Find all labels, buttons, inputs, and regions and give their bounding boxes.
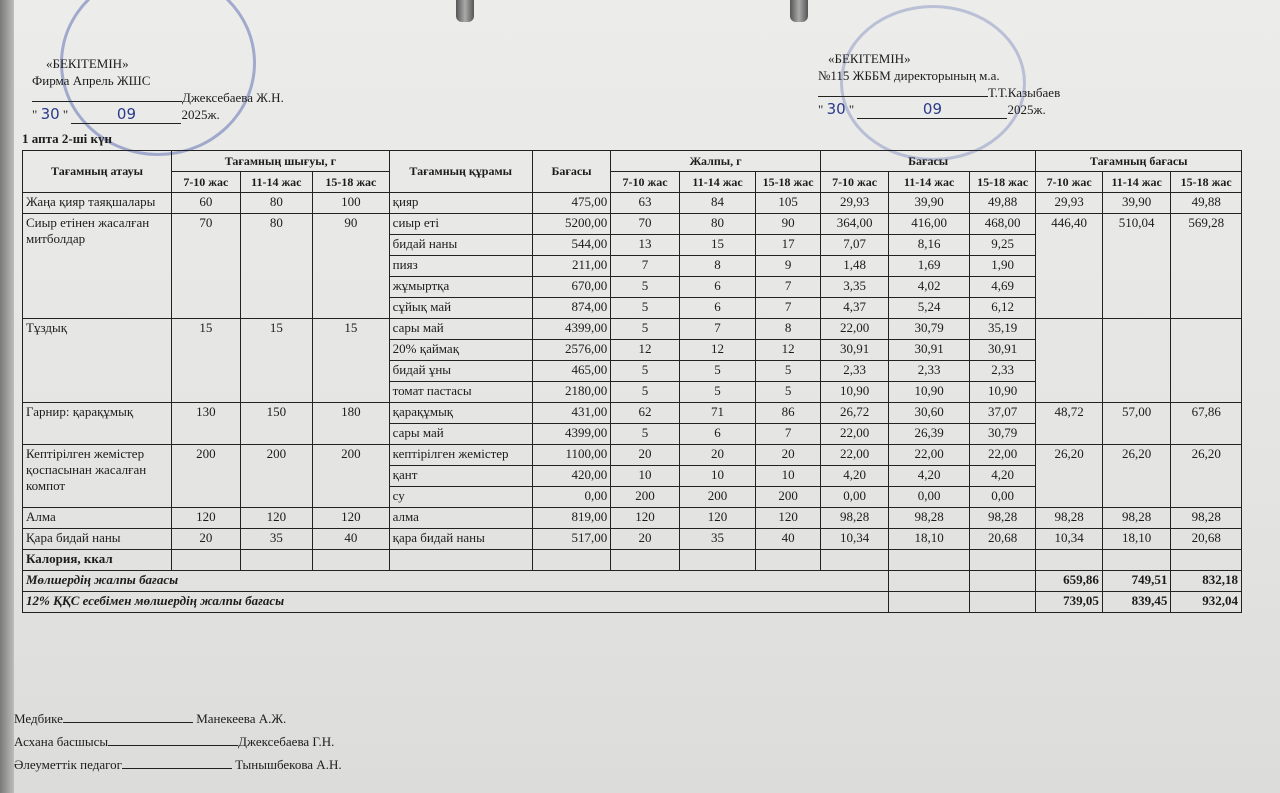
table-row: [23, 319, 1242, 340]
table-cell: 130: [172, 403, 241, 445]
table-cell: 5: [756, 361, 821, 382]
table-cell: 49,88: [969, 193, 1036, 214]
table-cell: сұйық май: [389, 298, 532, 319]
signature-role: Әлеуметтік педагог: [14, 757, 122, 772]
col-composition: Тағамның құрамы: [389, 151, 532, 193]
table-cell: 4,69: [969, 277, 1036, 298]
table-cell: 22,00: [889, 445, 970, 466]
table-cell: 200: [240, 445, 313, 508]
table-cell: 86: [756, 403, 821, 424]
table-cell: 5: [679, 382, 756, 403]
table-cell: 4,20: [820, 466, 889, 487]
col-price: Бағасы: [532, 151, 611, 193]
table-cell: кептірілген жемістер: [389, 445, 532, 466]
table-cell: 7: [611, 256, 680, 277]
table-cell: 0,00: [532, 487, 611, 508]
table-cell: 48,72: [1036, 403, 1102, 445]
table-cell: 35,19: [969, 319, 1036, 340]
table-cell: 5200,00: [532, 214, 611, 235]
table-cell: сары май: [389, 424, 532, 445]
table-cell: 30,91: [969, 340, 1036, 361]
signature-role: Медбике: [14, 711, 63, 726]
table-cell: 90: [313, 214, 390, 319]
table-cell: 15: [679, 235, 756, 256]
signature-name: Тынышбекова А.Н.: [235, 757, 342, 772]
approval-year: 2025ж.: [181, 107, 220, 122]
table-cell: 2180,00: [532, 382, 611, 403]
table-cell: 4399,00: [532, 319, 611, 340]
calorie-label: Калория, ккал: [23, 550, 172, 571]
table-cell: 5: [611, 361, 680, 382]
table-cell: 26,20: [1036, 445, 1102, 508]
table-cell: алма: [389, 508, 532, 529]
table-cell: 84: [679, 193, 756, 214]
table-cell: 49,88: [1171, 193, 1242, 214]
signature-name: Манекеева А.Ж.: [196, 711, 287, 726]
table-cell: 17: [756, 235, 821, 256]
approval-day: 30: [40, 105, 60, 123]
table-cell: 5: [611, 319, 680, 340]
age-header: 7-10 жас: [1036, 172, 1102, 193]
signature-kitchen-head: [14, 733, 334, 750]
table-cell: 5: [611, 298, 680, 319]
table-cell: 70: [172, 214, 241, 319]
table-cell: 63: [611, 193, 680, 214]
total-value: 659,86: [1036, 571, 1102, 592]
table-cell: 98,28: [969, 508, 1036, 529]
table-cell: 211,00: [532, 256, 611, 277]
table-row: [23, 508, 1242, 529]
table-row: [23, 445, 1242, 466]
table-cell: 1100,00: [532, 445, 611, 466]
table-cell: 2,33: [889, 361, 970, 382]
table-cell: 15: [172, 319, 241, 403]
table-cell: 2576,00: [532, 340, 611, 361]
table-cell: 5: [611, 424, 680, 445]
table-cell: 105: [756, 193, 821, 214]
table-cell: 39,90: [889, 193, 970, 214]
table-row: [23, 403, 1242, 424]
table-cell: 22,00: [820, 319, 889, 340]
table-cell: 30,91: [820, 340, 889, 361]
table-cell: 475,00: [532, 193, 611, 214]
table-cell: 30,60: [889, 403, 970, 424]
binder-ring: [456, 0, 474, 22]
total-value: 832,18: [1171, 571, 1242, 592]
table-cell: 26,72: [820, 403, 889, 424]
table-cell: 6,12: [969, 298, 1036, 319]
table-cell: су: [389, 487, 532, 508]
table-cell: 7: [756, 298, 821, 319]
calorie-row: [23, 550, 1242, 571]
table-cell: 5: [756, 382, 821, 403]
table-cell: қант: [389, 466, 532, 487]
signature-nurse: [14, 710, 286, 727]
table-cell: 7: [756, 424, 821, 445]
total-value: 749,51: [1102, 571, 1171, 592]
table-cell: Сиыр етінен жасалған митболдар: [23, 214, 172, 319]
table-cell: 120: [172, 508, 241, 529]
approval-year: 2025ж.: [1007, 102, 1046, 117]
table-cell: 120: [679, 508, 756, 529]
table-cell: 10: [679, 466, 756, 487]
table-cell: 120: [313, 508, 390, 529]
table-cell: 420,00: [532, 466, 611, 487]
total-label: Мөлшердің жалпы бағасы: [23, 571, 889, 592]
table-cell: сиыр еті: [389, 214, 532, 235]
table-cell: 4399,00: [532, 424, 611, 445]
table-cell: 4,37: [820, 298, 889, 319]
table-cell: 20% қаймақ: [389, 340, 532, 361]
approval-signer: Джексебаева Ж.Н.: [182, 90, 284, 105]
approval-org: №115 ЖББМ директорының м.а.: [818, 68, 1000, 83]
table-cell: қарақұмық: [389, 403, 532, 424]
table-cell: 431,00: [532, 403, 611, 424]
table-cell: 20,68: [1171, 529, 1242, 550]
table-cell: 2,33: [969, 361, 1036, 382]
table-cell: 120: [240, 508, 313, 529]
table-cell: 90: [756, 214, 821, 235]
table-cell: 200: [756, 487, 821, 508]
table-cell: 0,00: [820, 487, 889, 508]
table-cell: 40: [313, 529, 390, 550]
table-cell: 0,00: [969, 487, 1036, 508]
table-cell: 6: [679, 298, 756, 319]
table-cell: 1,48: [820, 256, 889, 277]
table-cell: 9: [756, 256, 821, 277]
age-header: 15-18 жас: [313, 172, 390, 193]
table-cell: 9,25: [969, 235, 1036, 256]
table-cell: 62: [611, 403, 680, 424]
table-cell: 10,34: [820, 529, 889, 550]
table-cell: 22,00: [820, 445, 889, 466]
table-cell: 98,28: [820, 508, 889, 529]
col-dish-name: Тағамның атауы: [23, 151, 172, 193]
table-cell: [1102, 319, 1171, 403]
table-cell: 20: [679, 445, 756, 466]
age-header: 15-18 жас: [1171, 172, 1242, 193]
signature-name: Джексебаева Г.Н.: [238, 734, 335, 749]
table-cell: 7: [756, 277, 821, 298]
table-cell: 12: [756, 340, 821, 361]
table-cell: 5: [611, 277, 680, 298]
table-cell: сары май: [389, 319, 532, 340]
table-cell: 874,00: [532, 298, 611, 319]
table-cell: 70: [611, 214, 680, 235]
table-cell: 20: [172, 529, 241, 550]
table-cell: 364,00: [820, 214, 889, 235]
table-cell: Гарнир: қарақұмық: [23, 403, 172, 445]
table-cell: 569,28: [1171, 214, 1242, 319]
menu-table: [22, 150, 1242, 613]
table-cell: 6: [679, 424, 756, 445]
table-cell: 20: [611, 529, 680, 550]
table-cell: 18,10: [889, 529, 970, 550]
table-cell: 10,90: [889, 382, 970, 403]
table-cell: 20: [611, 445, 680, 466]
table-cell: 8: [756, 319, 821, 340]
table-cell: 80: [679, 214, 756, 235]
table-cell: 98,28: [1102, 508, 1171, 529]
table-cell: 35: [679, 529, 756, 550]
table-cell: 29,93: [1036, 193, 1102, 214]
table-cell: 10: [611, 466, 680, 487]
table-cell: бидай ұны: [389, 361, 532, 382]
table-cell: 12: [611, 340, 680, 361]
age-header: 15-18 жас: [756, 172, 821, 193]
approval-signer: Т.Т.Казыбаев: [988, 85, 1061, 100]
table-cell: [1036, 319, 1102, 403]
table-cell: 35: [240, 529, 313, 550]
table-cell: 80: [240, 214, 313, 319]
table-cell: 98,28: [889, 508, 970, 529]
table-cell: 180: [313, 403, 390, 445]
table-cell: 5,24: [889, 298, 970, 319]
table-cell: қияр: [389, 193, 532, 214]
table-cell: 150: [240, 403, 313, 445]
table-cell: 13: [611, 235, 680, 256]
age-header: 15-18 жас: [969, 172, 1036, 193]
table-cell: 29,93: [820, 193, 889, 214]
table-cell: 4,02: [889, 277, 970, 298]
signature-social-pedagogue: [14, 756, 342, 773]
age-header: 7-10 жас: [172, 172, 241, 193]
table-cell: 200: [172, 445, 241, 508]
col-output: Тағамның шығуы, г: [172, 151, 390, 172]
table-cell: қара бидай наны: [389, 529, 532, 550]
approval-org: Фирма Апрель ЖШС: [32, 73, 151, 88]
age-header: 11-14 жас: [1102, 172, 1171, 193]
table-cell: 10,90: [820, 382, 889, 403]
week-day-subtitle: 1 апта 2-ші күн: [22, 131, 113, 146]
table-cell: 1,90: [969, 256, 1036, 277]
col-total: Жалпы, г: [611, 151, 821, 172]
vat-total-row: [23, 592, 1242, 613]
table-cell: 1,69: [889, 256, 970, 277]
table-cell: 120: [611, 508, 680, 529]
table-cell: 37,07: [969, 403, 1036, 424]
table-cell: 5: [679, 361, 756, 382]
table-cell: 18,10: [1102, 529, 1171, 550]
table-cell: 517,00: [532, 529, 611, 550]
table-cell: 10,34: [1036, 529, 1102, 550]
table-cell: 98,28: [1036, 508, 1102, 529]
table-cell: томат пастасы: [389, 382, 532, 403]
table-cell: 20,68: [969, 529, 1036, 550]
table-cell: 15: [313, 319, 390, 403]
table-cell: 22,00: [820, 424, 889, 445]
table-cell: 10,90: [969, 382, 1036, 403]
table-cell: 465,00: [532, 361, 611, 382]
approval-left: «БЕКІТЕМІН» Фирма Апрель ЖШС Джексебаева Ж.Н. " 30 " 09 2025ж.: [32, 56, 284, 123]
table-cell: 4,20: [969, 466, 1036, 487]
table-cell: 98,28: [1171, 508, 1242, 529]
approval-month: 09: [71, 106, 181, 124]
table-cell: 26,20: [1102, 445, 1171, 508]
table-cell: Тұздық: [23, 319, 172, 403]
table-cell: 10: [756, 466, 821, 487]
table-cell: Қара бидай наны: [23, 529, 172, 550]
table-cell: 30,91: [889, 340, 970, 361]
approval-month: 09: [857, 101, 1007, 119]
table-cell: 8: [679, 256, 756, 277]
table-cell: 26,20: [1171, 445, 1242, 508]
table-cell: 3,35: [820, 277, 889, 298]
table-cell: 80: [240, 193, 313, 214]
age-header: 7-10 жас: [820, 172, 889, 193]
table-cell: жұмыртқа: [389, 277, 532, 298]
table-cell: 8,16: [889, 235, 970, 256]
table-cell: 100: [313, 193, 390, 214]
signature-role: Асхана басшысы: [14, 734, 109, 749]
table-cell: 15: [240, 319, 313, 403]
table-cell: Кептірілген жемістер қоспасынан жасалған компот: [23, 445, 172, 508]
table-cell: Жаңа қияр таяқшалары: [23, 193, 172, 214]
table-cell: 120: [756, 508, 821, 529]
table-cell: 7,07: [820, 235, 889, 256]
table-cell: 200: [313, 445, 390, 508]
table-cell: 6: [679, 277, 756, 298]
table-cell: 510,04: [1102, 214, 1171, 319]
approval-title: «БЕКІТЕМІН»: [46, 56, 129, 71]
table-cell: 67,86: [1171, 403, 1242, 445]
table-cell: 446,40: [1036, 214, 1102, 319]
table-cell: 12: [679, 340, 756, 361]
approval-right: «БЕКІТЕМІН» №115 ЖББМ директорының м.а. Т.Т.Казыбаев " 30 " 09 2025ж.: [818, 51, 1061, 118]
table-cell: 670,00: [532, 277, 611, 298]
table-cell: 39,90: [1102, 193, 1171, 214]
table-cell: 200: [611, 487, 680, 508]
table-cell: Алма: [23, 508, 172, 529]
table-cell: бидай наны: [389, 235, 532, 256]
vat-total-value: 739,05: [1036, 592, 1102, 613]
vat-total-label: 12% ҚҚС есебімен мөлшердің жалпы бағасы: [23, 592, 889, 613]
table-cell: пияз: [389, 256, 532, 277]
age-header: 7-10 жас: [611, 172, 680, 193]
approval-title: «БЕКІТЕМІН»: [828, 51, 911, 66]
table-cell: 57,00: [1102, 403, 1171, 445]
total-row: [23, 571, 1242, 592]
table-cell: 416,00: [889, 214, 970, 235]
table-cell: 20: [756, 445, 821, 466]
table-cell: 5: [611, 382, 680, 403]
table-row: [23, 193, 1242, 214]
col-dish-price: Тағамның бағасы: [1036, 151, 1242, 172]
binder-edge: [0, 0, 14, 793]
table-cell: 200: [679, 487, 756, 508]
table-cell: 819,00: [532, 508, 611, 529]
table-cell: 7: [679, 319, 756, 340]
table-cell: 26,39: [889, 424, 970, 445]
approval-day: 30: [826, 100, 846, 118]
table-cell: 0,00: [889, 487, 970, 508]
table-cell: 40: [756, 529, 821, 550]
table-cell: 2,33: [820, 361, 889, 382]
table-row: [23, 529, 1242, 550]
table-cell: 60: [172, 193, 241, 214]
table-cell: 4,20: [889, 466, 970, 487]
table-cell: 30,79: [969, 424, 1036, 445]
vat-total-value: 839,45: [1102, 592, 1171, 613]
table-cell: [1171, 319, 1242, 403]
table-cell: 71: [679, 403, 756, 424]
age-header: 11-14 жас: [240, 172, 313, 193]
table-cell: 22,00: [969, 445, 1036, 466]
col-cost: Бағасы: [820, 151, 1036, 172]
table-cell: 544,00: [532, 235, 611, 256]
table-row: [23, 214, 1242, 235]
age-header: 11-14 жас: [889, 172, 970, 193]
age-header: 11-14 жас: [679, 172, 756, 193]
table-cell: 468,00: [969, 214, 1036, 235]
table-cell: 30,79: [889, 319, 970, 340]
binder-ring: [790, 0, 808, 22]
vat-total-value: 932,04: [1171, 592, 1242, 613]
